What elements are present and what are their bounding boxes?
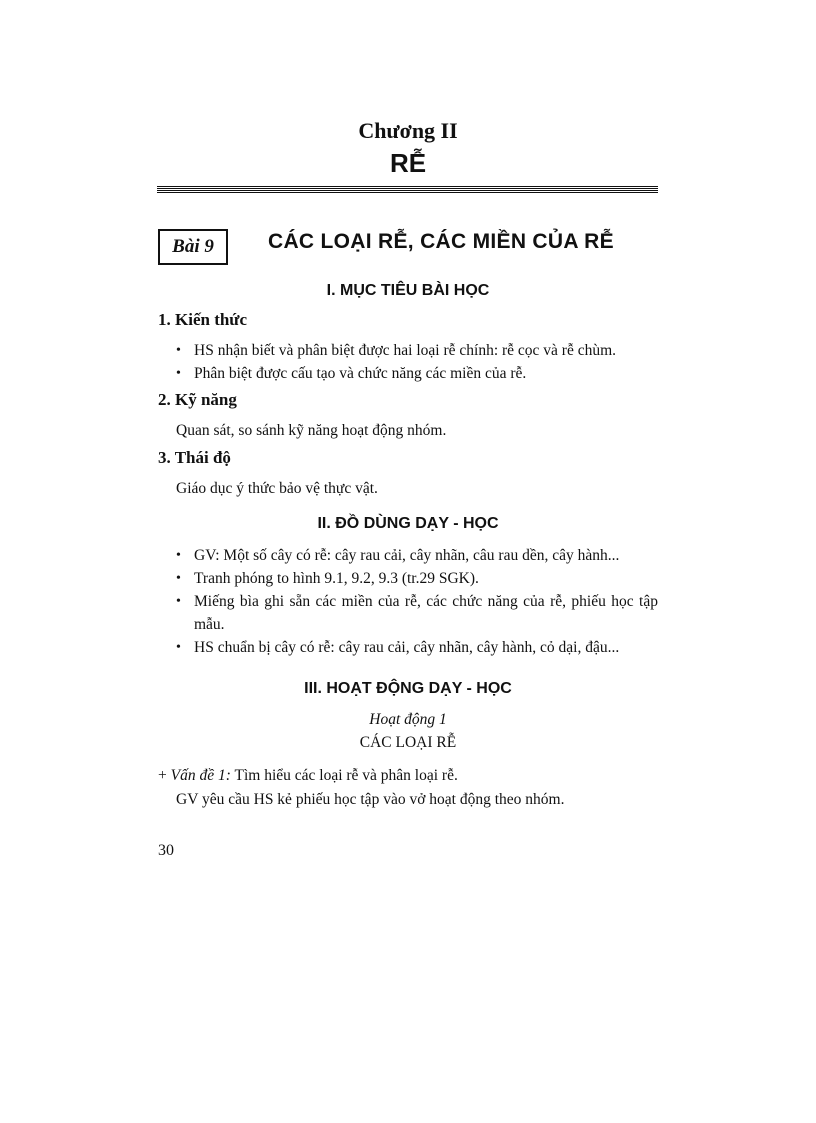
list-item-text: Phân biệt được cấu tạo và chức năng các miền của rễ. xyxy=(194,365,527,382)
section-heading-materials: II. ĐỒ DÙNG DẠY - HỌC xyxy=(317,515,499,532)
list-item-text: HS nhận biết và phân biệt được hai loại rễ chính: rễ cọc và rễ chùm. xyxy=(194,342,617,359)
bullet-icon: • xyxy=(176,571,181,586)
list-item-text: GV: Một số cây có rễ: cây rau cải, cây nhãn, câu rau dền, cây hành... xyxy=(194,547,620,564)
knowledge-heading: 1. Kiến thức xyxy=(158,310,248,329)
section-heading-objectives: I. MỤC TIÊU BÀI HỌC xyxy=(326,282,490,299)
problem-prefix: + xyxy=(158,767,171,784)
materials-list xyxy=(176,544,658,659)
instruction-text: GV yêu cầu HS kẻ phiếu học tập vào vở hoạt động theo nhóm. xyxy=(176,791,565,808)
list-item-text: Tranh phóng to hình 9.1, 9.2, 9.3 (tr.29 SGK). xyxy=(194,570,479,587)
problem-label: Vấn đề 1: xyxy=(170,767,231,784)
bullet-icon: • xyxy=(176,548,181,563)
list-item xyxy=(176,362,658,385)
activity-label: Hoạt động 1 xyxy=(369,711,447,728)
lesson-badge: Bài 9 xyxy=(158,229,228,265)
bullet-icon: • xyxy=(176,343,181,358)
section-heading-activities: III. HOẠT ĐỘNG DẠY - HỌC xyxy=(304,680,512,697)
problem-line xyxy=(158,764,458,787)
list-item-text: HS chuẩn bị cây có rễ: cây rau cải, cây nhãn, cây hành, cỏ dại, đậu... xyxy=(194,639,620,656)
page-number: 30 xyxy=(158,842,174,859)
lesson-title: CÁC LOẠI RỄ, CÁC MIỀN CỦA RỄ xyxy=(268,230,614,253)
skills-heading: 2. Kỹ năng xyxy=(158,390,237,409)
list-item xyxy=(176,567,658,590)
bullet-icon: • xyxy=(176,366,181,381)
knowledge-list xyxy=(176,339,658,385)
attitude-text: Giáo dục ý thức bảo vệ thực vật. xyxy=(176,480,378,497)
list-item xyxy=(176,544,658,567)
activity-title: CÁC LOẠI RỄ xyxy=(359,734,457,751)
problem-text: Tìm hiểu các loại rễ và phân loại rễ. xyxy=(230,767,458,784)
list-item-text: Miếng bìa ghi sẵn các miền của rễ, các chức năng của rễ, phiếu học tập mẫu. xyxy=(194,593,658,633)
list-item xyxy=(176,590,658,636)
bullet-icon: • xyxy=(176,594,181,609)
chapter-title: RỄ xyxy=(389,148,427,178)
chapter-divider xyxy=(157,186,658,194)
list-item xyxy=(176,339,658,362)
list-item xyxy=(176,636,658,659)
skills-text: Quan sát, so sánh kỹ năng hoạt động nhóm. xyxy=(176,422,447,439)
chapter-label: Chương II xyxy=(358,118,458,143)
bullet-icon: • xyxy=(176,640,181,655)
attitude-heading: 3. Thái độ xyxy=(158,448,231,467)
